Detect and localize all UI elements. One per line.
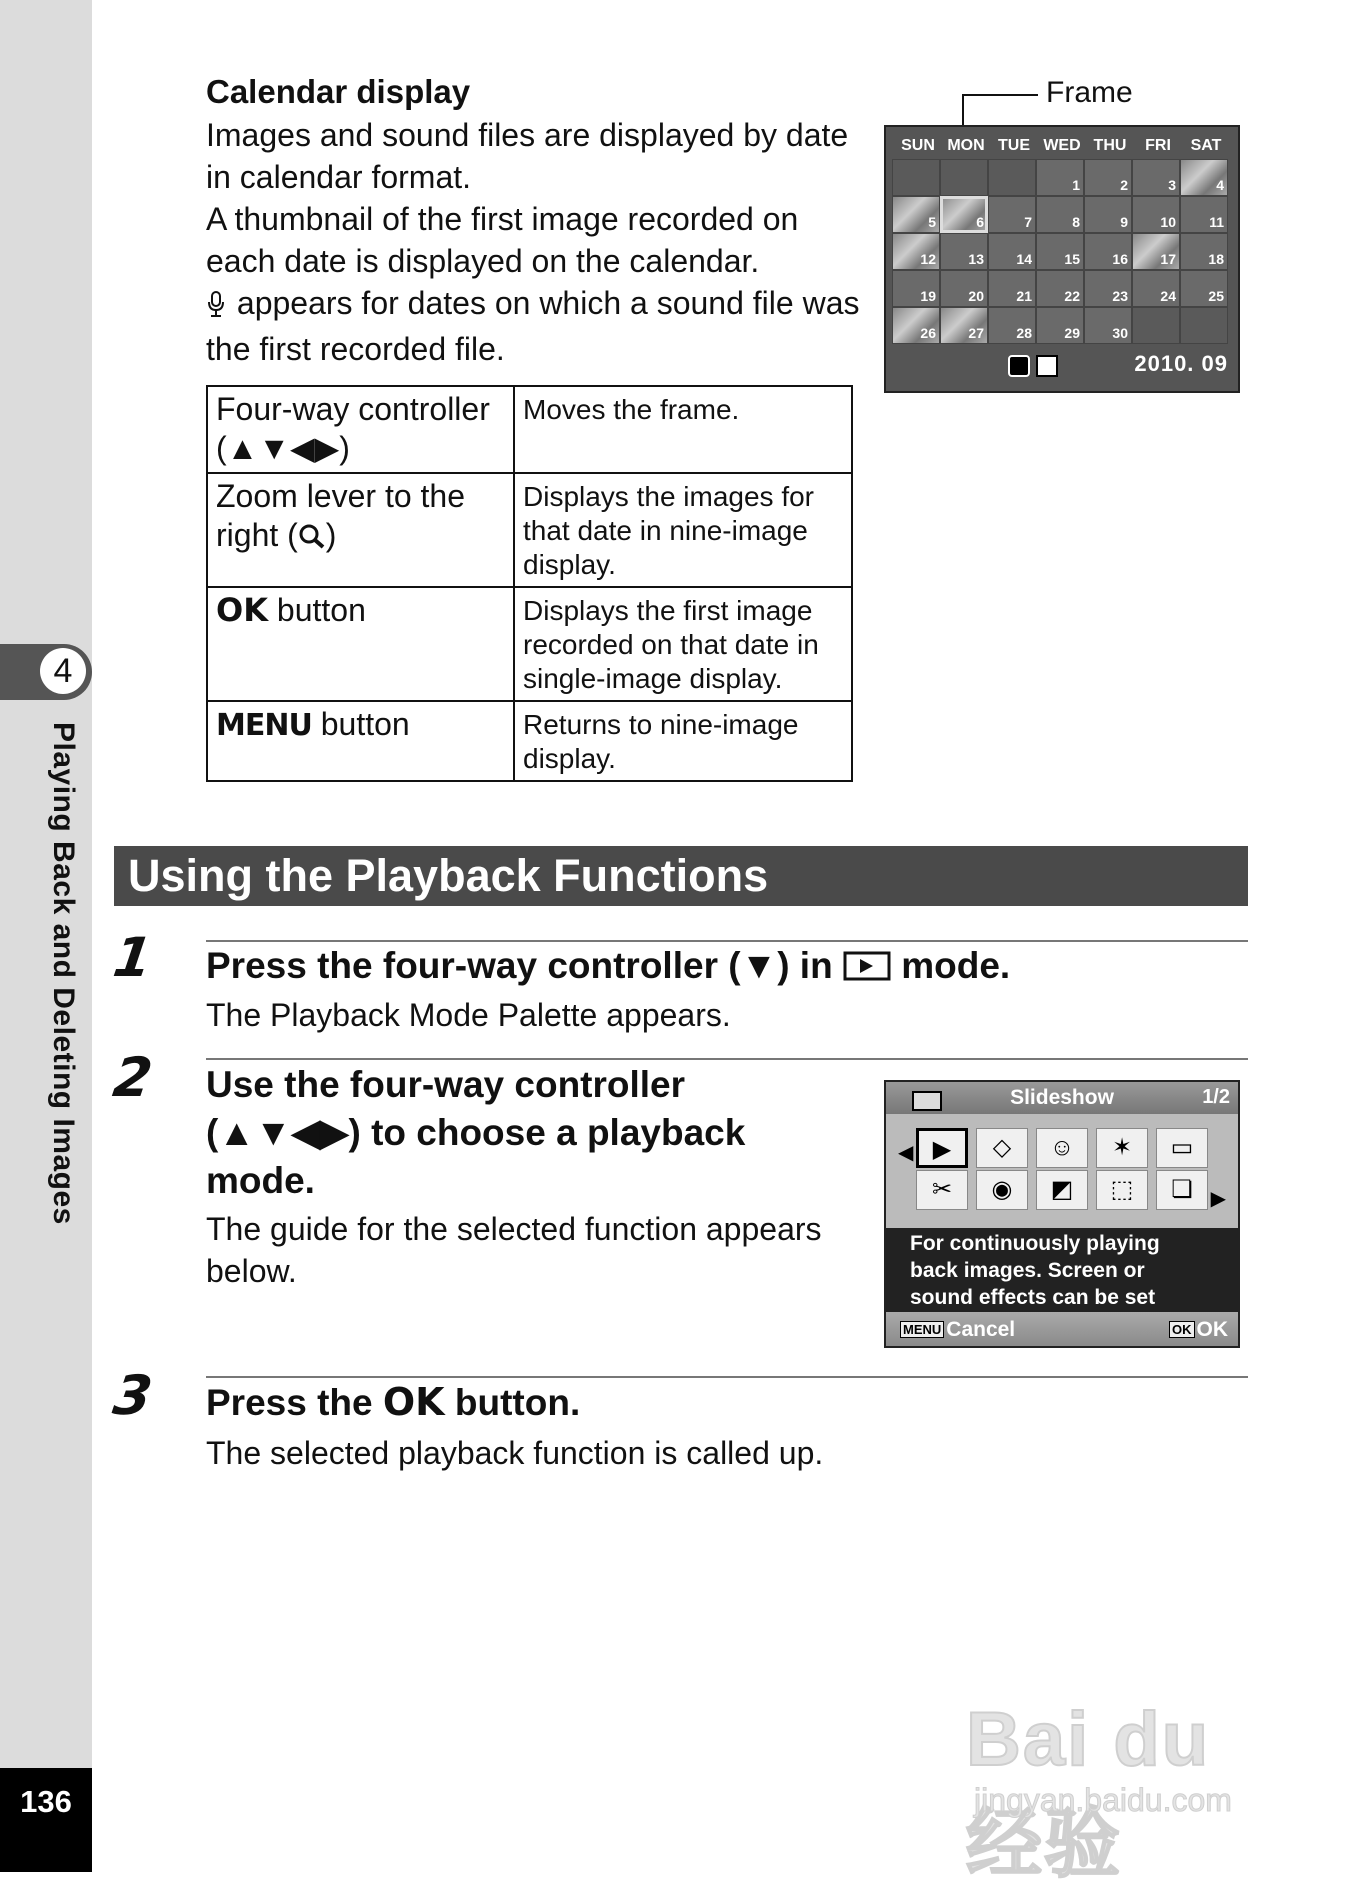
image-copy-icon[interactable]: ❏: [1156, 1170, 1208, 1210]
calendar-date: 2010. 09: [1134, 351, 1228, 376]
calendar-day-cell[interactable]: 24: [1132, 270, 1180, 307]
baidu-watermark: [966, 1668, 1296, 1887]
step-divider: [206, 1058, 1248, 1060]
cancel-hint: [900, 1318, 1015, 1342]
step-title-text: button.: [454, 1382, 581, 1423]
calendar-day-cell[interactable]: 13: [940, 233, 988, 270]
calendar-empty-cell: [940, 159, 988, 196]
calendar-screen: [884, 125, 1240, 393]
table-value-cell: Returns to nine-image display.: [514, 701, 852, 781]
table-row: [207, 701, 852, 781]
calendar-day-cell[interactable]: 25: [1180, 270, 1228, 307]
step-title-line: (▲▼◀▶) to choose a playback: [206, 1112, 746, 1153]
table-key-cell: [207, 473, 514, 587]
palette-title-bar: [886, 1082, 1238, 1114]
palette-title: Slideshow: [1010, 1086, 1114, 1109]
movie-edit-icon[interactable]: ✂: [916, 1170, 968, 1210]
step-title: [206, 1061, 745, 1205]
step-title: [206, 1378, 580, 1427]
microphone-icon: [206, 286, 228, 328]
calendar-para-3: [206, 282, 866, 370]
cropping-icon[interactable]: ⬚: [1096, 1170, 1148, 1210]
step-title-line: Use the four-way controller: [206, 1064, 686, 1105]
controls-table: [206, 385, 853, 782]
menu-key-icon: MENU: [900, 1321, 944, 1338]
chapter-title: Playing Back and Deleting Images: [47, 722, 80, 1225]
slideshow-icon[interactable]: ▶: [916, 1128, 968, 1168]
rotate-icon[interactable]: ◇: [976, 1128, 1028, 1168]
key-label: Zoom lever to the: [216, 478, 465, 514]
weekday-label: THU: [1093, 137, 1127, 154]
table-key-cell: [207, 386, 514, 473]
calendar-day-cell[interactable]: 22: [1036, 270, 1084, 307]
calendar-empty-cell: [1180, 307, 1228, 344]
calendar-para-2: A thumbnail of the first image recorded on each date is displayed on the calendar.: [206, 201, 799, 279]
calendar-day-cell[interactable]: 23: [1084, 270, 1132, 307]
calendar-grid: [892, 159, 1228, 344]
calendar-heading: Calendar display: [206, 73, 471, 110]
calendar-day-cell[interactable]: 10: [1132, 196, 1180, 233]
calendar-day-cell[interactable]: 4: [1180, 159, 1228, 196]
face-filter-icon[interactable]: ☺: [1036, 1128, 1088, 1168]
calendar-day-cell[interactable]: 30: [1084, 307, 1132, 344]
weekday-header: [894, 137, 1230, 159]
calendar-day-cell[interactable]: 3: [1132, 159, 1180, 196]
table-key-cell: [207, 587, 514, 701]
page-number: 136: [0, 1768, 92, 1872]
calendar-day-cell[interactable]: 26: [892, 307, 940, 344]
calendar-day-cell[interactable]: 28: [988, 307, 1036, 344]
scroll-right-icon: ▶: [1210, 1188, 1226, 1210]
table-value-cell: Displays the first image recorded on that date in single-image display.: [514, 587, 852, 701]
folder-icon: [1036, 355, 1058, 377]
step-title: [206, 942, 1010, 993]
calendar-day-cell[interactable]: 7: [988, 196, 1036, 233]
weekday-label: TUE: [998, 137, 1030, 154]
calendar-day-cell[interactable]: 21: [988, 270, 1036, 307]
step-description: The guide for the selected function appears below.: [206, 1211, 822, 1289]
weekday-label: SUN: [901, 137, 935, 154]
weekday-label: WED: [1043, 137, 1081, 154]
calendar-day-cell[interactable]: 5: [892, 196, 940, 233]
key-label-line2: (▲▼◀▶): [216, 430, 350, 466]
ok-button-mark: OK: [382, 1380, 445, 1424]
step-title-text: mode.: [901, 945, 1011, 986]
digital-filter-icon[interactable]: ✶: [1096, 1128, 1148, 1168]
calendar-para-1: Images and sound files are displayed by date in calendar format.: [206, 117, 849, 195]
guide-line: back images. Screen or: [910, 1259, 1145, 1282]
playback-palette-screen: [884, 1080, 1240, 1348]
step-number: 1: [109, 926, 157, 989]
frame-label: Frame: [1046, 76, 1133, 109]
calendar-day-cell[interactable]: 14: [988, 233, 1036, 270]
calendar-day-cell[interactable]: 17: [1132, 233, 1180, 270]
key-label-end: ): [325, 517, 337, 553]
playback-mode-icon: [843, 945, 891, 993]
menu-button-mark: MENU: [216, 708, 312, 743]
watermark-sub: jingyan.baidu.com: [974, 1782, 1232, 1818]
calendar-empty-cell: [988, 159, 1036, 196]
calendar-day-cell[interactable]: 16: [1084, 233, 1132, 270]
table-value-cell: Displays the images for that date in nine-image display.: [514, 473, 852, 587]
calendar-day-cell[interactable]: 12: [892, 233, 940, 270]
frame-callout-line: [962, 94, 1038, 96]
step-number: 3: [109, 1364, 157, 1427]
calendar-day-cell[interactable]: 8: [1036, 196, 1084, 233]
step-description: The Playback Mode Palette appears.: [206, 997, 731, 1033]
palette-icon-grid: [916, 1128, 1208, 1210]
calendar-day-cell[interactable]: 15: [1036, 233, 1084, 270]
section-banner: [114, 846, 1248, 906]
calendar-footer-icons: [1008, 355, 1058, 377]
palette-page: 1/2: [1202, 1086, 1230, 1108]
palette-footer: [886, 1312, 1238, 1348]
step-number: 2: [109, 1046, 157, 1109]
calendar-day-cell[interactable]: 1: [1036, 159, 1084, 196]
key-label-line2: right (: [216, 517, 298, 553]
guide-line: sound effects can be set: [910, 1286, 1156, 1309]
calendar-day-cell[interactable]: 19: [892, 270, 940, 307]
calendar-day-cell[interactable]: 29: [1036, 307, 1084, 344]
zoom-magnifier-icon: [298, 519, 326, 558]
cancel-label: Cancel: [946, 1318, 1016, 1341]
calendar-empty-cell: [1132, 307, 1180, 344]
step-title-text: Press the: [206, 1382, 373, 1423]
weekday-label: FRI: [1145, 137, 1171, 154]
calendar-empty-cell: [892, 159, 940, 196]
calendar-day-cell[interactable]: 20: [940, 270, 988, 307]
ok-hint: [1169, 1318, 1228, 1342]
frame-composite-icon[interactable]: ▭: [1156, 1128, 1208, 1168]
weekday-label: SAT: [1190, 137, 1222, 154]
ok-label: OK: [1196, 1318, 1228, 1341]
step-title-text: Press the four-way controller (▼) in: [206, 945, 833, 986]
guide-line: For continuously playing: [910, 1232, 1160, 1255]
ok-button-mark: OK: [216, 591, 268, 629]
ok-key-icon: OK: [1169, 1321, 1195, 1338]
calendar-section: [206, 70, 866, 370]
key-label: Four-way controller: [216, 391, 490, 427]
scroll-left-icon: ◀: [898, 1142, 914, 1164]
chapter-number: 4: [40, 648, 86, 694]
table-row: [207, 473, 852, 587]
calendar-day-cell[interactable]: 11: [1180, 196, 1228, 233]
table-key-cell: [207, 701, 514, 781]
table-row: [207, 386, 852, 473]
step-title-line: mode.: [206, 1160, 315, 1201]
step-description: The selected playback function is called up.: [206, 1435, 824, 1471]
calendar-para-3-text: appears for dates on which a sound file was the first recorded file.: [206, 285, 860, 367]
palette-guide: [886, 1228, 1238, 1312]
calendar-day-cell[interactable]: 2: [1084, 159, 1132, 196]
calendar-day-cell[interactable]: 6: [940, 196, 988, 233]
section-title: Using the Playback Functions: [128, 850, 769, 901]
resize-icon[interactable]: ◩: [1036, 1170, 1088, 1210]
calendar-day-cell[interactable]: 27: [940, 307, 988, 344]
key-label: button: [276, 592, 366, 628]
red-eye-icon[interactable]: ◉: [976, 1170, 1028, 1210]
watermark-main: Bai du 经验: [966, 1697, 1211, 1887]
calendar-day-cell[interactable]: 9: [1084, 196, 1132, 233]
record-mode-icon: [1008, 355, 1030, 377]
calendar-day-cell[interactable]: 18: [1180, 233, 1228, 270]
weekday-label: MON: [947, 137, 985, 154]
key-label: button: [320, 706, 410, 742]
table-row: [207, 587, 852, 701]
table-value-cell: Moves the frame.: [514, 386, 852, 473]
